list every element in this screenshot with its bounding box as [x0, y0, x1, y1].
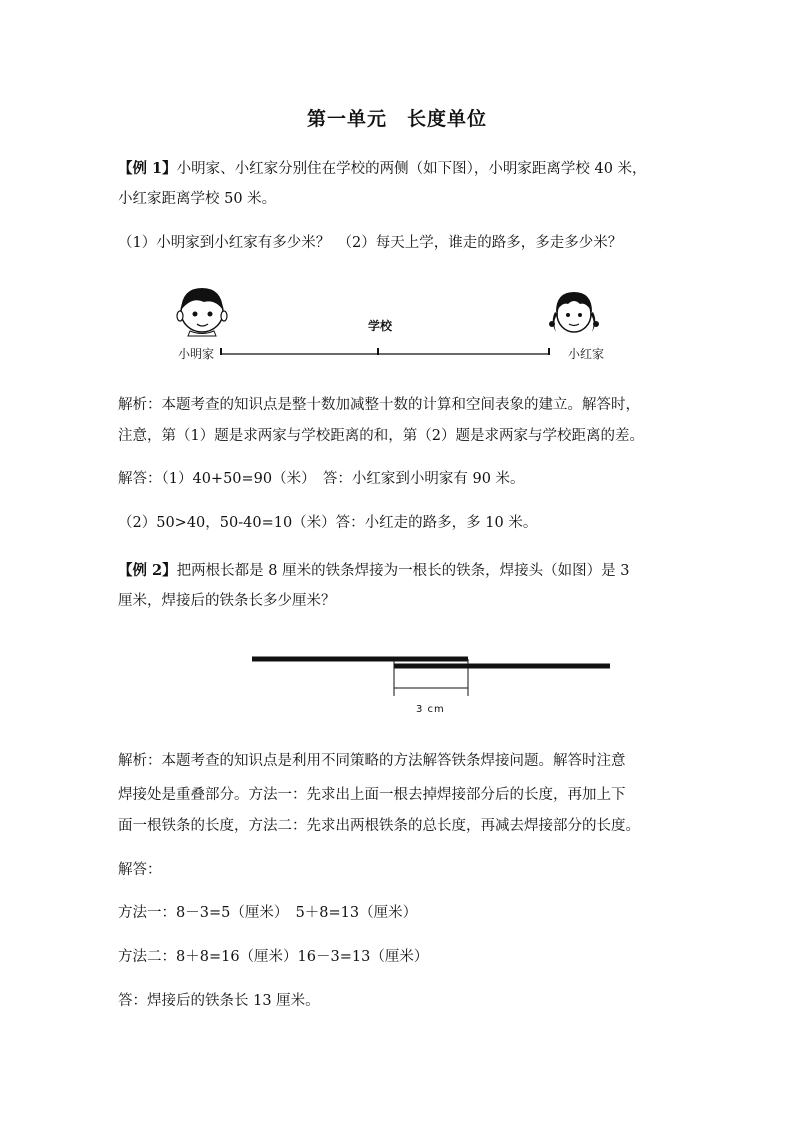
road-line: [220, 348, 550, 355]
example2-method2: 方法二：8＋8=16（厘米）16－3=13（厘米）: [118, 949, 429, 965]
example2-analysis-line3: 面一根铁条的长度，方法二：先求出两根铁条的总长度，再减去焊接部分的长度。: [118, 818, 640, 834]
example1-answer-line1: 解答：（1）40+50=90（米） 答：小红家到小明家有 90 米。: [118, 471, 525, 487]
example1-statement-line1: [118, 153, 678, 185]
example1-diagram: [160, 282, 630, 368]
example1-analysis-line2: 注意，第（1）题是求两家与学校距离的和，第（2）题是求两家与学校距离的差。: [118, 428, 644, 444]
boy-icon: [177, 288, 227, 336]
example2-answer-heading: 解答：: [118, 862, 162, 878]
label-school: 学校: [368, 319, 393, 333]
label-xiaoming-home: 小明家: [178, 347, 215, 361]
example2-analysis-line1: 解析：本题考查的知识点是利用不同策略的方法解答铁条焊接问题。解答时注意: [118, 753, 626, 769]
example2-diagram: [248, 648, 618, 720]
example1-tag: 【例 1】: [118, 160, 177, 177]
example1-questions: （1）小明家到小红家有多少米？ （2）每天上学，谁走的路多，多走多少米？: [118, 235, 623, 251]
example2-line1-text: 把两根长都是 8 厘米的铁条焊接为一根长的铁条，焊接头（如图）是 3: [176, 563, 630, 579]
example1-line1-text: 小明家、小红家分别住在学校的两侧（如下图），小明家距离学校 40 米，: [176, 161, 647, 177]
example2-method1: 方法一：8－3=5（厘米） 5＋8=13（厘米）: [118, 905, 418, 921]
girl-icon: [549, 292, 599, 332]
label-xiaohong-home: 小红家: [568, 347, 605, 361]
overlap-length-label: 3 cm: [416, 704, 445, 715]
example1-analysis-line1: 解析：本题考查的知识点是整十数加减整十数的计算和空间表象的建立。解答时，: [118, 397, 640, 413]
example2-tag: 【例 2】: [118, 562, 177, 579]
example2-final-answer: 答：焊接后的铁条长 13 厘米。: [118, 993, 320, 1009]
page-title: 第一单元 长度单位: [306, 108, 487, 130]
example2-statement-line1: [118, 555, 678, 587]
example1-statement-line2: 小红家距离学校 50 米。: [118, 191, 277, 207]
example2-analysis-line2: 焊接处是重叠部分。方法一：先求出上面一根去掉焊接部分后的长度，再加上下: [118, 787, 626, 803]
example2-statement-line2: 厘米，焊接后的铁条长多少厘米？: [118, 593, 336, 609]
example1-answer-line2: （2）50>40，50-40=10（米）答：小红走的路多，多 10 米。: [118, 515, 538, 531]
